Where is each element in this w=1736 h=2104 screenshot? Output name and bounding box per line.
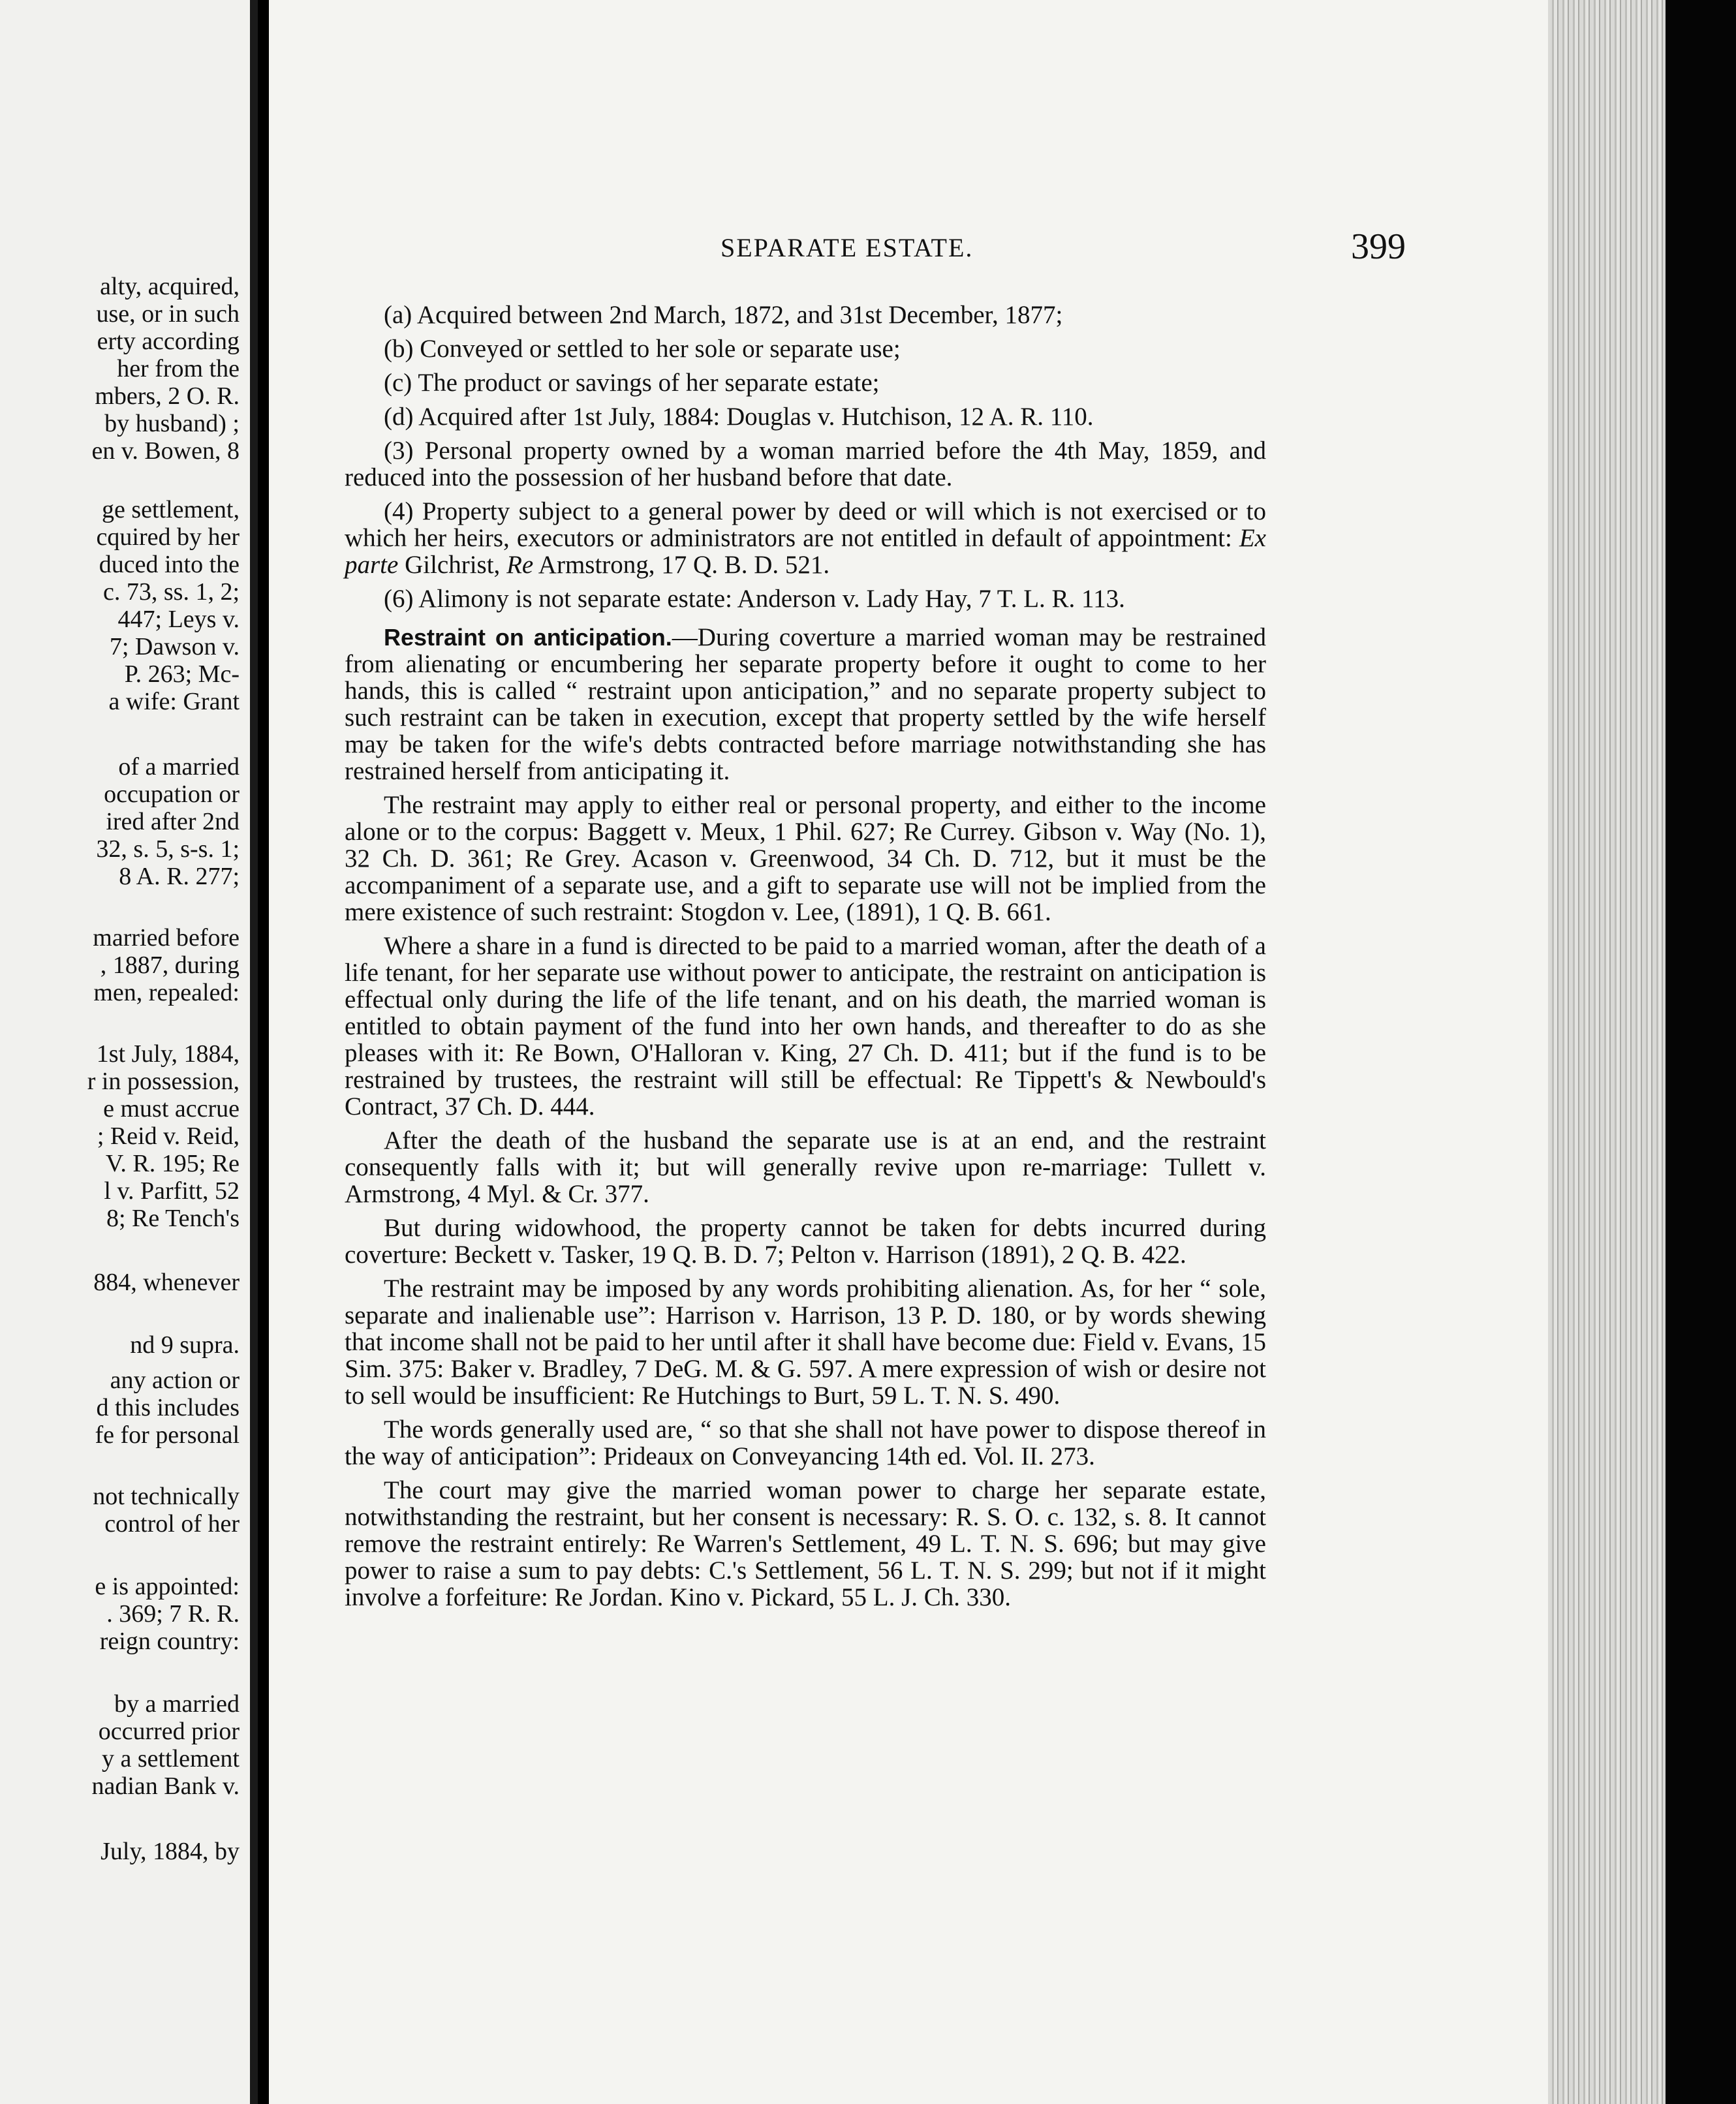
left-page-line: nadian Bank v. [91,1772,240,1800]
left-page-line: 447; Leys v. [117,606,240,633]
book-page-edges [1548,0,1666,2104]
left-page-line: , 1887, during [100,951,240,979]
left-page-line: V. R. 195; Re [105,1150,240,1177]
left-page-line: r in possession, [87,1068,240,1095]
left-page-line: control of her [104,1510,240,1538]
item-b: (b) Conveyed or settled to her sole or separate use; [384,335,901,363]
apply-paragraph: The restraint may apply to either real or personal property, and either to the income alone or to the corpus: Baggett v. Meux, 1 Phil. 627; Re Currey. Gibson v. Way (No. 1), 32 Ch. D. 361; Re Grey. Acason v. Greenwood, 34 Ch. D. 712, but it must be the accompaniment of a separate use, and a gift to separate use will not be implied from the mere existence of such restraint: Stogdon v. Lee, (1891), 1 Q. B. 661. [345,791,1266,926]
item-4-text: (4) Property subject to a general power by deed or will which is not exercised or to which her heirs, executors or administrators are not entitled in default of appointment: [345,497,1266,552]
left-page-line: reign country: [99,1628,240,1655]
left-page-fragment [0,0,258,2104]
left-page-line: e is appointed: [95,1573,240,1600]
court-paragraph: The court may give the married woman power to charge her separate estate, notwithstanding the restraint, but her consent is necessary: R. S. O. c. 132, s. 8. It cannot remove the restraint entirely: Re Warren's Settlement, 49 L. T. N. S. 696; but may give power to raise a sum to pay debts: C.'s Settlement, 56 L. T. N. S. 299; but not if it might involve a forfeiture: Re Jordan. Kino v. Pickard, 55 L. J. Ch. 330. [345,1476,1266,1611]
left-page-line: en v. Bowen, 8 [91,437,240,465]
main-text [345,302,1266,1618]
left-page-line: by husband) ; [104,410,240,437]
left-page-line: y a settlement [101,1745,240,1772]
left-page-line: mbers, 2 O. R. [95,382,240,410]
left-page-line: 8 A. R. 277; [119,863,240,890]
left-page-line: P. 263; Mc- [124,660,240,688]
running-head: SEPARATE ESTATE. [721,233,974,262]
left-page-line: occurred prior [98,1718,240,1745]
left-page-line: 7; Dawson v. [109,633,240,660]
widowhood-paragraph: But during widowhood, the property cannot be taken for debts incurred during coverture: Beckett v. Tasker, 19 Q. B. D. 7; Pelton v. Harrison (1891), 2 Q. B. 422. [345,1214,1266,1269]
item-3: (3) Personal property owned by a woman married before the 4th May, 1859, and reduced into the possession of her husband before that date. [345,437,1266,491]
words-paragraph: The words generally used are, “ so that she shall not have power to dispose thereof in the way of anticipation”: Prideaux on Conveyancing 14th ed. Vol. II. 273. [345,1416,1266,1470]
left-page-line: men, repealed: [93,979,240,1006]
death-paragraph: After the death of the husband the separate use is at an end, and the restraint consequently falls with it; but will generally revive upon re-marriage: Tullett v. Armstrong, 4 Myl. & Cr. 377. [345,1126,1266,1208]
left-page-line: . 369; 7 R. R. [106,1600,240,1628]
item-6: (6) Alimony is not separate estate: Anderson v. Lady Hay, 7 T. L. R. 113. [384,585,1125,613]
left-page-line: ge settlement, [101,496,240,523]
left-page-line: 1st July, 1884, [96,1040,240,1068]
item-4-re: Re [506,551,534,579]
item-c: (c) The product or savings of her separate estate; [384,369,880,397]
left-page-line: d this includes [96,1394,240,1421]
left-page-line: e must accrue [103,1095,240,1122]
left-page-line: occupation or [104,781,240,808]
left-page-line: 884, whenever [93,1269,240,1296]
item-d: (d) Acquired after 1st July, 1884: Douglas v. Hutchison, 12 A. R. 110. [384,403,1094,431]
restraint-heading: Restraint on anticipation. [384,624,672,651]
left-page-line: by a married [114,1690,240,1718]
left-page-line: use, or in such [96,300,240,328]
left-page-line: 8; Re Tench's [106,1205,240,1232]
restraint-text: —During coverture a married woman may be restrained from alienating or encumbering her separate property before it ought to come to her hands, this is called “ restraint upon anticipation,” and no separate property subject to such restraint can be taken in execution, except that property settled by the wife herself may be taken for the wife's debts contracted before marriage notwithstanding she has restrained herself from anticipating it. [345,623,1266,785]
item-4-text-b: Gilchrist, [398,551,507,579]
left-page-line: erty according [97,328,240,355]
left-page-line: l v. Parfitt, 52 [104,1177,240,1205]
left-page-line: ; Reid v. Reid, [97,1122,240,1150]
left-page-line: c. 73, ss. 1, 2; [103,578,240,606]
item-4 [345,498,1266,578]
left-page-line: 32, s. 5, s-s. 1; [96,835,240,863]
book-edge-shadow [1666,0,1736,2104]
imposed-paragraph: The restraint may be imposed by any words prohibiting alienation. As, for her “ sole, separate and inalienable use”: Harrison v. Harrison, 13 P. D. 180, or by words shewing that income shall not be paid to her until after it shall have become due: Field v. Evans, 15 Sim. 375: Baker v. Bradley, 7 DeG. M. & G. 597. A mere expression of wish or desire not to sell would be insufficient: Re Hutchings to Burt, 59 L. T. N. S. 490. [345,1275,1266,1410]
item-4-text-c: Armstrong, 17 Q. B. D. 521. [533,551,830,579]
left-page-line: July, 1884, by [101,1838,240,1865]
left-page-line: married before [93,924,240,951]
left-page-line: cquired by her [96,523,240,551]
item-4-ex-parte: Ex parte [345,524,1266,579]
restraint-paragraph [345,624,1266,784]
left-page-line: fe for personal [95,1421,240,1449]
page-number: 399 [1351,226,1406,267]
left-page-line: nd 9 supra. [130,1331,240,1359]
left-page-line: of a married [118,753,240,781]
left-page-line: a wife: Grant [108,688,240,715]
left-page-line: ired after 2nd [106,808,240,835]
left-page-line: not technically [93,1483,240,1510]
left-page-line: any action or [110,1367,240,1394]
item-a: (a) Acquired between 2nd March, 1872, and 31st December, 1877; [384,301,1063,329]
left-page-line: alty, acquired, [100,273,240,300]
share-paragraph: Where a share in a fund is directed to be paid to a married woman, after the death of a life tenant, for her separate use without power to anticipate, the restraint on anticipation is effectual only during the life of the life tenant, and on his death, the married woman is entitled to obtain payment of the fund into her own hands, and thereafter to do as she pleases with it: Re Bown, O'Halloran v. King, 27 Ch. D. 411; but if the fund is to be restrained by trustees, the restraint will still be effectual: Re Tippett's & Newbould's Contract, 37 Ch. D. 444. [345,932,1266,1121]
left-page-line: duced into the [99,551,240,578]
left-page-line: her from the [117,355,240,382]
